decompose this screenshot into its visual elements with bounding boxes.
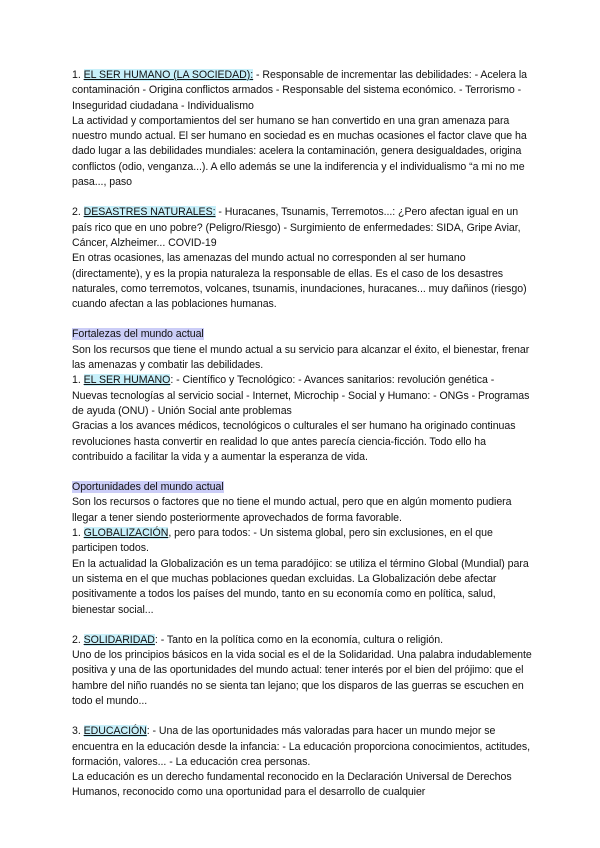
section-body: La educación es un derecho fundamental reconocido en la Declaración Universal de Derechos Humanos, reconocido como una oportunidad para el desarrollo de cualquier <box>72 771 512 799</box>
section-solidaridad <box>72 633 532 648</box>
heading-highlight: Fortalezas del mundo actual <box>72 328 204 341</box>
section-list: , pero para todos: - Un sistema global, pero sin exclusiones, en el que participen todos. <box>72 527 493 555</box>
fortalezas-heading <box>72 327 532 342</box>
section-list: - Responsable de incrementar las debilidades: - Acelera la contaminación - Origina conflictos armados - Responsable del sistema económico. - Terrorismo - Inseguridad ciudadana - Individualismo <box>72 69 527 112</box>
fortalezas-intro: Son los recursos que tiene el mundo actual a su servicio para alcanzar el éxito, el bienestar, frenar las amenazas y combatir las debilidades. <box>72 343 530 372</box>
section-list: : - Tanto en la política como en la economía, cultura o religión. <box>154 633 443 646</box>
section-list: : - Científico y Tecnológico: - Avances sanitarios: revolución genética - Nuevas tecnologías al servicio social - Internet, Microchip - Social y Humano: - ONGs - Programas de ayuda (ONU) - Unión Social ante problemas <box>72 374 530 417</box>
oportunidades-heading <box>72 480 532 495</box>
section-number: 3. <box>72 725 84 738</box>
section-body: Gracias a los avances médicos, tecnológicos o culturales el ser humano ha originado continuas revoluciones hasta convertir en realidad lo que antes parecía ciencia-ficción. Todo ello ha contribuido a facilitar la vida y a aumentar la esperanza de vida. <box>72 420 516 463</box>
section-title-highlight: EL SER HUMANO <box>83 374 171 387</box>
heading-highlight: Oportunidades del mundo actual <box>72 481 224 494</box>
section-number: 2. <box>72 206 84 219</box>
document-page <box>72 68 532 801</box>
section-body: En otras ocasiones, las amenazas del mundo actual no corresponden al ser humano (directamente), y es la propia naturaleza la responsable de ellas. Es el caso de los desastres naturales, como terremotos, volcanes, tsunamis, inundaciones, huracanes... muy dañinos (riesgo) cuando afectan a las poblaciones humanas. <box>72 252 527 311</box>
section-educacion <box>72 724 532 770</box>
section-number: 1. <box>72 69 84 81</box>
section-list: : - Una de las oportunidades más valoradas para hacer un mundo mejor se encuentra en la educación desde la infancia: - La educación proporciona conocimientos, actitudes, formación, valores... - La educación crea personas. <box>72 725 531 768</box>
section-number: 1. <box>72 374 84 387</box>
section-desastres-naturales <box>72 205 532 251</box>
section-title-highlight: GLOBALIZACIÓN <box>83 527 169 540</box>
section-body: En la actualidad la Globalización es un tema paradójico: se utiliza el término Global (Mundial) para un sistema en el que muchas poblaciones quedan excluidas. La Globalización debe afectar positivamente a todos los países del mundo, tanto en su economía como en política, salud, bienestar social... <box>72 557 529 616</box>
section-body: La actividad y comportamientos del ser humano se han convertido en una gran amenaza para nuestro mundo actual. El ser humano en sociedad es en muchas ocasiones el factor clave que ha dado lugar a las debilidades mundiales: acelera la contaminación, genera desigualdades, origina conflictos (odio, venganza...). A ello además se une la indiferencia y el individualismo “a mi no me pasa..., paso <box>72 114 527 189</box>
section-title-highlight: SOLIDARIDAD <box>83 633 155 646</box>
section-number: 1. <box>72 527 84 540</box>
section-title-highlight: DESASTRES NATURALES: <box>83 206 216 219</box>
oportunidades-intro: Son los recursos o factores que no tiene el mundo actual, pero que en algún momento pudiera llegar a tener siendo posteriormente aprovechados de forma favorable. <box>72 496 512 524</box>
section-list: - Huracanes, Tsunamis, Terremotos...: ¿Pero afectan igual en un país rico que en uno pobre? (Peligro/Riesgo) - Surgimiento de enfermedades: SIDA, Gripe Aviar, Cáncer, Alzheimer... COVID-19 <box>72 206 521 249</box>
section-title-highlight: EDUCACIÓN <box>83 725 147 738</box>
section-body: Uno de los principios básicos en la vida social es el de la Solidaridad. Una palabra indudablemente positiva y una de las oportunidades del mundo actual: tener interés por el bien del prójimo: que el hambre del niño ruandés no se sienta tan lejano; que los disparos de las guerras se escuchen en todo el mundo... <box>72 649 532 707</box>
oportunidades-item-globalizacion <box>72 526 532 557</box>
section-title-highlight: EL SER HUMANO (LA SOCIEDAD): <box>83 69 254 81</box>
fortalezas-item-ser-humano <box>72 373 532 419</box>
section-ser-humano-sociedad <box>72 68 532 114</box>
section-number: 2. <box>72 633 84 646</box>
